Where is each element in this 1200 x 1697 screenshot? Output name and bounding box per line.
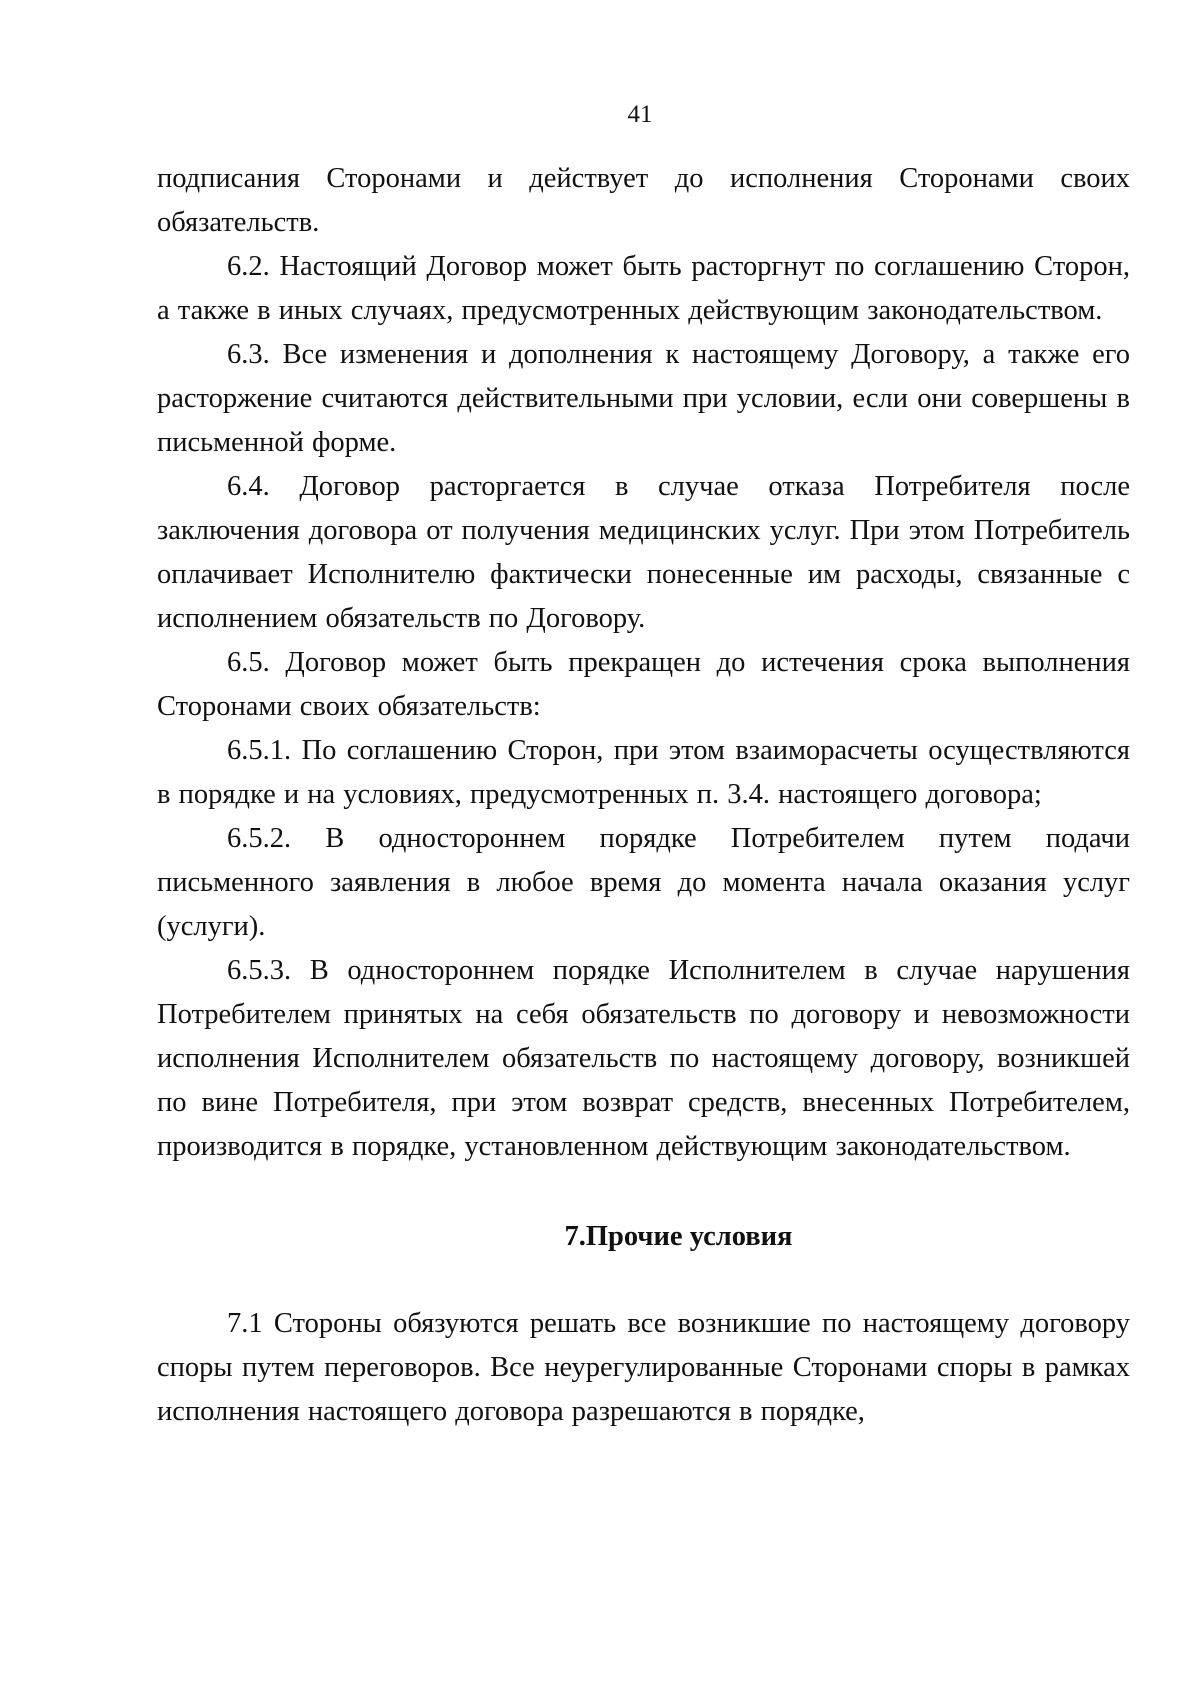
paragraph-6-5-1: 6.5.1. По соглашению Сторон, при этом взаиморасчеты осуществляются в порядке и на условиях, предусмотренных п. 3.4. настоящего договора;: [157, 735, 1130, 810]
paragraph-6-5-2: 6.5.2. В одностороннем порядке Потребителем путем подачи письменного заявления в любое время до момента начала оказания услуг (услуги).: [157, 823, 1130, 942]
paragraph-6-5: 6.5. Договор может быть прекращен до истечения срока выполнения Сторонами своих обязательств:: [157, 647, 1130, 722]
paragraph-7-1: 7.1 Стороны обязуются решать все возникшие по настоящему договору споры путем переговоров. Все неурегулированные Сторонами споры в рамках исполнения настоящего договора разрешаются в порядке,: [157, 1308, 1130, 1427]
paragraph-6-4: 6.4. Договор расторгается в случае отказа Потребителя после заключения договора от получения медицинских услуг. При этом Потребитель оплачивает Исполнителю фактически понесенные им расходы, связанные с исполнением обязательств по Договору.: [157, 471, 1130, 634]
page-number: 41: [627, 101, 653, 128]
paragraph-6-2: 6.2. Настоящий Договор может быть расторгнут по соглашению Сторон, а также в иных случаях, предусмотренных действующим законодательством.: [157, 251, 1130, 326]
paragraph-6-1-continuation: подписания Сторонами и действует до исполнения Сторонами своих обязательств.: [157, 163, 1130, 238]
section-7-heading: 7.Прочие условия: [564, 1221, 793, 1252]
document-body: [157, 157, 1130, 1434]
paragraph-6-5-3: 6.5.3. В одностороннем порядке Исполнителем в случае нарушения Потребителем принятых на себя обязательств по договору и невозможности исполнения Исполнителем обязательств по настоящему договору, возникшей по вине Потребителя, при этом возврат средств, внесенных Потребителем, производится в порядке, установленном действующим законодательством.: [157, 955, 1130, 1162]
paragraph-6-3: 6.3. Все изменения и дополнения к настоящему Договору, а также его расторжение считаются действительными при условии, если они совершены в письменной форме.: [157, 339, 1130, 458]
